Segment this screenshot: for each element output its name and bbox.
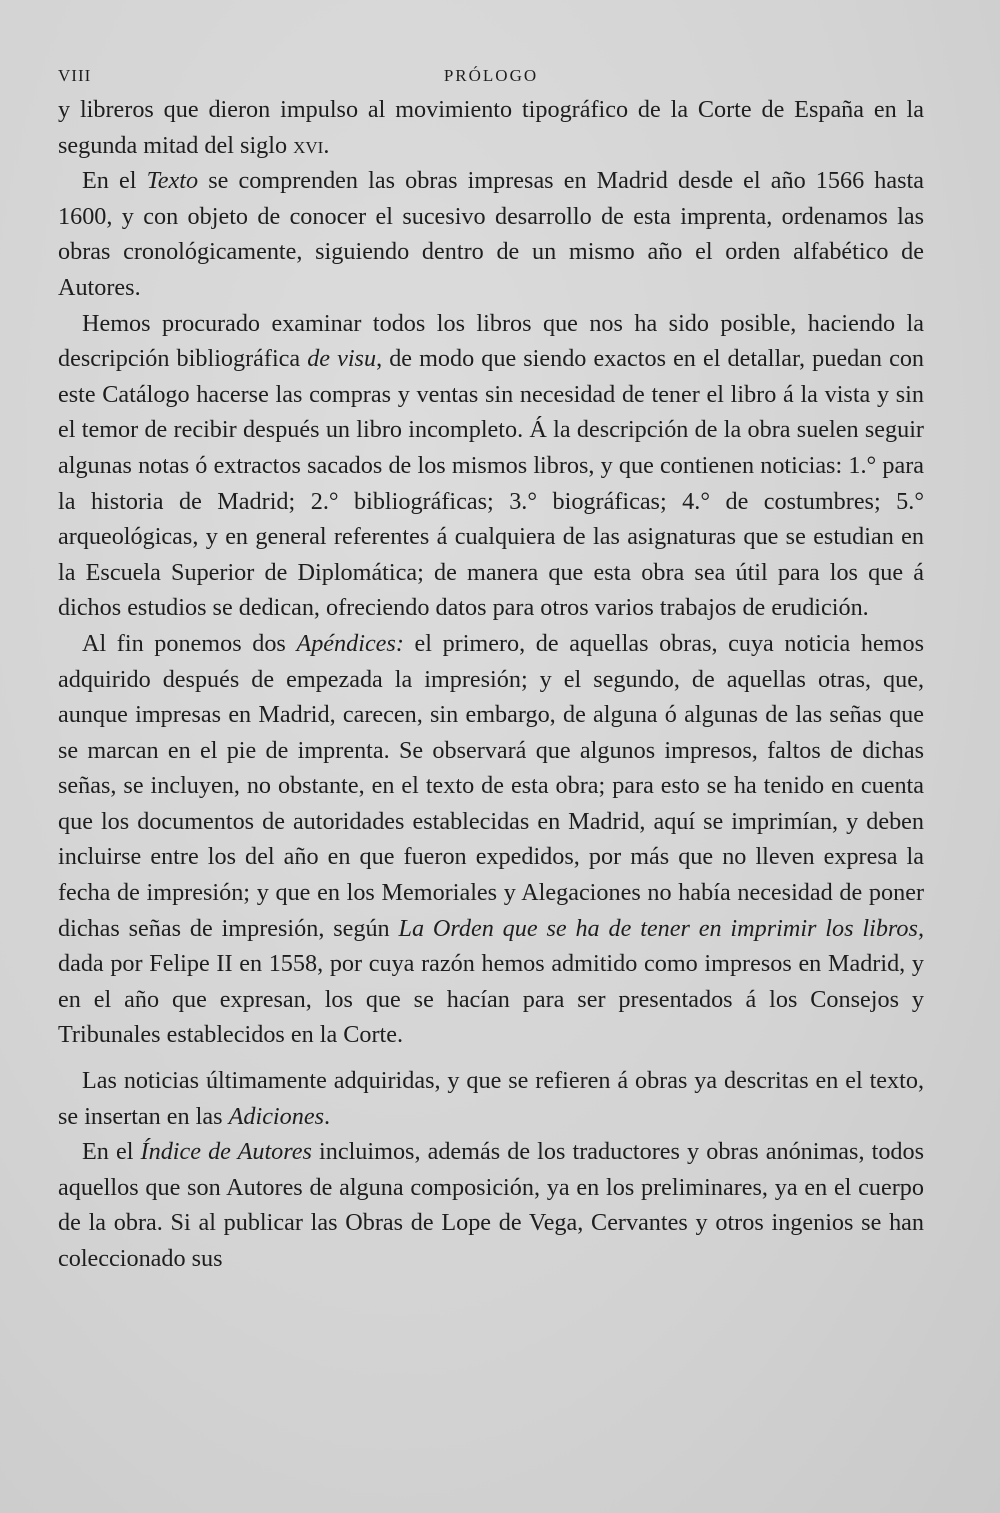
text-run: .	[324, 1102, 331, 1130]
text-run: se comprenden las obras impresas en Madrid desde el año 1566 hasta 1600, y con objeto de conocer el sucesivo desarrollo de esta imprenta, ordenamos las obras cronológicamente, siguiendo dentro de un mismo año el orden alfabético de Autores.	[58, 167, 924, 301]
text-run: , de modo que siendo exactos en el detallar, puedan con este Catálogo hacerse las compras y ventas sin necesidad de tener el libro á la vista y sin el temor de recibir después un libro incompleto. Á la descripción de la obra suelen seguir algunas notas ó extractos sacados de los mismos libros, y que contienen noticias: 1.° para la historia de Madrid; 2.° bibliográficas; 3.° biográficas; 4.° de costumbres; 5.° arqueológicas, y en general referentes á cualquiera de las asignaturas que se estudian en la Escuela Superior de Diplomática; de manera que esta obra sea útil para los que á dichos estudios se dedican, ofreciendo datos para otros varios trabajos de erudición.	[58, 345, 925, 622]
italic-term: Apéndices:	[296, 629, 404, 657]
paragraph-adiciones	[58, 1063, 924, 1134]
text-run: Hemos procurado examinar todos los libros que nos ha sido posible, haciendo la descripción bibliográfica	[58, 309, 924, 373]
paragraph-texto	[58, 163, 924, 305]
text-run: .	[323, 131, 330, 159]
paragraph-continuation	[58, 92, 924, 163]
paragraph-descripcion	[58, 306, 924, 626]
text-run: En el	[82, 1138, 141, 1166]
text-run: Las noticias últimamente adquiridas, y que se refieren á obras ya descritas en el texto, se insertan en las	[58, 1067, 924, 1130]
page-number: VIII	[58, 66, 92, 85]
italic-term: de visu	[307, 345, 377, 373]
text-run: incluimos, además de los traductores y obras anónimas, todos aquellos que son Autores de alguna composición, ya en los preliminares, ya en el cuerpo de la obra. Si al publicar las Obras de Lope de Vega, Cervantes y otros ingenios se han coleccionado sus	[58, 1138, 925, 1272]
text-run: y libreros que dieron impulso al movimiento tipográfico de la Corte de España en la segunda mitad del siglo	[58, 96, 924, 159]
text-run: En el	[82, 167, 147, 195]
italic-title: La Orden que se ha de tener en imprimir los libros,	[398, 914, 924, 942]
running-title: PRÓLOGO	[443, 66, 539, 85]
century-numeral: xvi	[293, 131, 324, 159]
italic-term: Texto	[146, 167, 199, 195]
italic-term: Adiciones	[228, 1102, 324, 1130]
page-header	[58, 62, 924, 92]
text-run: dada por Felipe II en 1558, por cuya razón hemos admitido como impresos en Madrid, y en el año que expresan, los que se hacían para ser presentados á los Consejos y Tribunales establecidos en la Corte.	[58, 950, 924, 1049]
paragraph-apendices	[58, 626, 924, 1053]
page-body	[58, 92, 924, 1277]
italic-term: Índice de Autores	[140, 1138, 312, 1166]
paragraph-indice	[58, 1134, 924, 1276]
text-run: Al fin ponemos dos	[82, 629, 297, 657]
text-run: el primero, de aquellas obras, cuya noticia hemos adquirido después de empezada la impresión; y el segundo, de aquellas otras, que, aunque impresas en Madrid, carecen, sin embargo, de alguna ó algunas de las señas que se marcan en el pie de imprenta. Se observará que algunos impresos, faltos de dichas señas, se incluyen, no obstante, en el texto de esta obra; para esto se ha tenido en cuenta que los documentos de autoridades establecidas en Madrid, aquí se imprimían, y deben incluirse entre los del año en que fueron expedidos, por más que no lleven expresa la fecha de impresión; y que en los Memoriales y Alegaciones no había necesidad de poner dichas señas de impresión, según	[58, 629, 924, 942]
